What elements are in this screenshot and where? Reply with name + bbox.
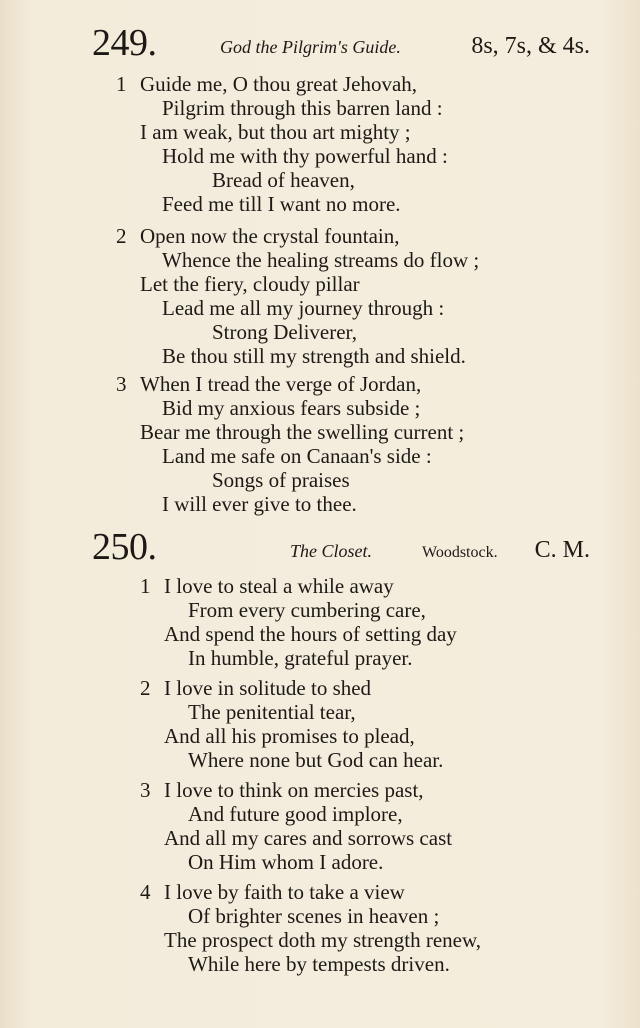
verse-line: Of brighter scenes in heaven ; xyxy=(188,904,440,928)
verse-line: Songs of praises xyxy=(212,468,350,492)
verse-line: In humble, grateful prayer. xyxy=(188,646,413,670)
verse-line: While here by tempests driven. xyxy=(188,952,450,976)
hymn-meter: C. M. xyxy=(534,537,590,563)
verse-line: Pilgrim through this barren land : xyxy=(162,96,443,120)
verse-line: Land me safe on Canaan's side : xyxy=(162,444,432,468)
hymn-meter: 8s, 7s, & 4s. xyxy=(471,33,590,59)
verse-number: 2 xyxy=(116,224,127,248)
verse-line: I love in solitude to shed xyxy=(164,676,372,700)
verse-line: Bear me through the swelling current ; xyxy=(140,420,465,444)
verse-line: And all my cares and sorrows cast xyxy=(164,826,453,850)
verse-line: On Him whom I adore. xyxy=(188,850,384,874)
verse-line: Open now the crystal fountain, xyxy=(140,224,400,248)
verse-line: Where none but God can hear. xyxy=(188,748,444,772)
verse-line: The prospect doth my strength renew, xyxy=(164,928,482,952)
verse-line: Bid my anxious fears subside ; xyxy=(162,396,421,420)
verse-line: Whence the healing streams do flow ; xyxy=(162,248,480,272)
verse-line: Bread of heaven, xyxy=(212,168,355,192)
hymn-title: The Closet. xyxy=(290,541,373,561)
verse-number: 3 xyxy=(116,372,127,396)
hymn-title: God the Pilgrim's Guide. xyxy=(220,37,401,57)
verse-line: And all his promises to plead, xyxy=(164,724,415,748)
verse-line: I love to steal a while away xyxy=(164,574,394,598)
verse-number: 1 xyxy=(140,574,151,598)
verse-line: The penitential tear, xyxy=(188,700,356,724)
verse-line: Feed me till I want no more. xyxy=(162,192,401,216)
verse-line: Be thou still my strength and shield. xyxy=(162,344,466,368)
hymn-249-header xyxy=(92,18,590,62)
verse-line: Strong Deliverer, xyxy=(212,320,357,344)
hymn-tune: Woodstock. xyxy=(422,544,498,561)
verse-line: And spend the hours of setting day xyxy=(164,622,457,646)
verse-line: I love by faith to take a view xyxy=(164,880,405,904)
verse-line: I am weak, but thou art mighty ; xyxy=(140,120,411,144)
verse-number: 3 xyxy=(140,778,151,802)
verse-number: 1 xyxy=(116,72,127,96)
verse-line: Lead me all my journey through : xyxy=(162,296,445,320)
verse-line: Guide me, O thou great Jehovah, xyxy=(140,72,418,96)
verse-number: 2 xyxy=(140,676,151,700)
verse-line: When I tread the verge of Jordan, xyxy=(140,372,422,396)
verse-line: I love to think on mercies past, xyxy=(164,778,424,802)
verse-number: 4 xyxy=(140,880,151,904)
verse-line: Let the fiery, cloudy pillar xyxy=(140,272,360,296)
hymn-250-header xyxy=(92,522,590,566)
verse-line: I will ever give to thee. xyxy=(162,492,357,516)
hymn-number: 250. xyxy=(92,526,157,568)
verse-line: From every cumbering care, xyxy=(188,598,426,622)
verse-line: And future good implore, xyxy=(188,802,403,826)
hymn-number: 249. xyxy=(92,22,157,64)
verse-line: Hold me with thy powerful hand : xyxy=(162,144,448,168)
